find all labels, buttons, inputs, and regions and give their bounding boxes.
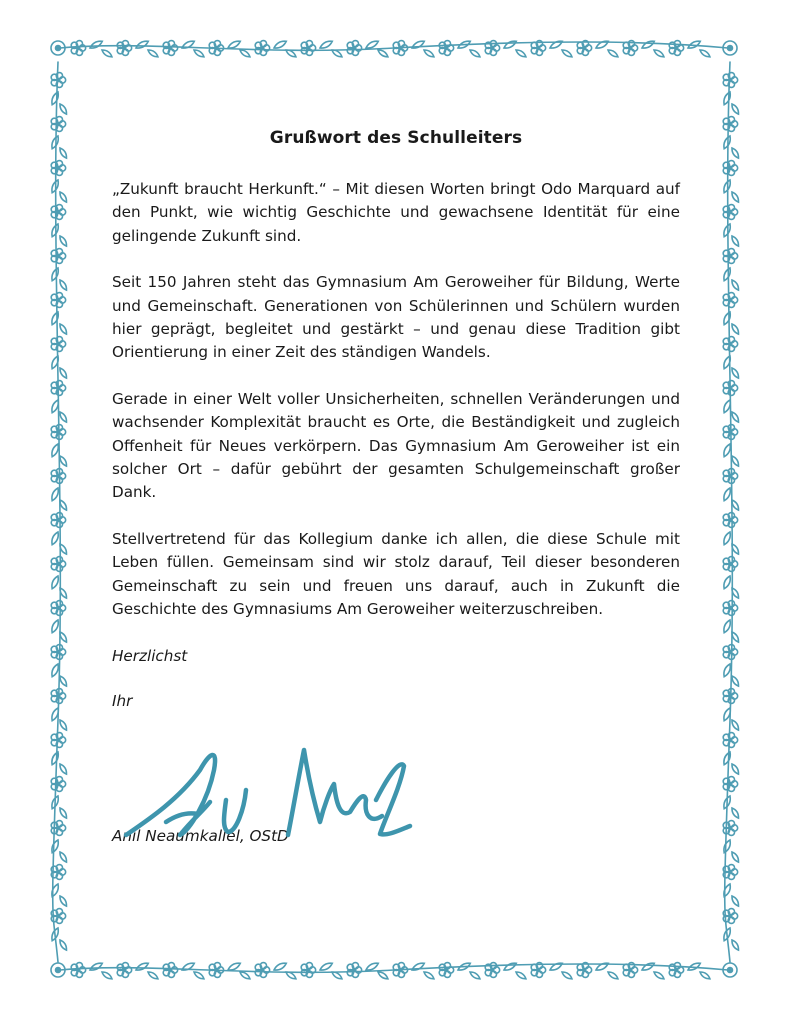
handwritten-signature: [118, 740, 418, 850]
letter-body: [112, 122, 680, 713]
paragraph-2: Seit 150 Jahren steht das Gymnasium Am Geroweiher für Bildung, Werte und Gemeinschaft. Generationen von Schülerinnen und Schülern wurden hier geprägt, begleitet und gestärkt – und genau diese Tradition gibt Orientierung in einer Zeit des ständigen Wandels.: [112, 273, 680, 362]
closing-line: Herzlichst: [112, 646, 188, 665]
paragraph-1: „Zukunft braucht Herkunft.“ – Mit diesen Worten bringt Odo Marquard auf den Punkt, wie wichtig Geschichte und gewachsene Identität für eine gelingende Zukunft sind.: [112, 180, 680, 245]
paragraph-3: Gerade in einer Welt voller Unsicherheiten, schnellen Veränderungen und wachsender Komplexität braucht es Orte, die Beständigkeit und zugleich Offenheit für Neues verkörpern. Das Gymnasium Am Geroweiher ist ein solcher Ort – dafür gebührt der gesamten Schulgemeinschaft großer Dank.: [112, 389, 680, 502]
signatory-name: Anil Neaumkallel, OStD: [112, 827, 289, 845]
salutation-line: Ihr: [112, 691, 133, 710]
page-title: Grußwort des Schulleiters: [269, 128, 523, 148]
paragraph-4: Stellvertretend für das Kollegium danke ich allen, die diese Schule mit Leben füllen. Gemeinsam sind wir stolz darauf, Teil dieser besonderen Gemeinschaft zu sein und freuen uns darauf, auch in Zukunft die Geschichte des Gymnasiums Am Geroweiher weiterzuschreiben.: [112, 529, 680, 619]
